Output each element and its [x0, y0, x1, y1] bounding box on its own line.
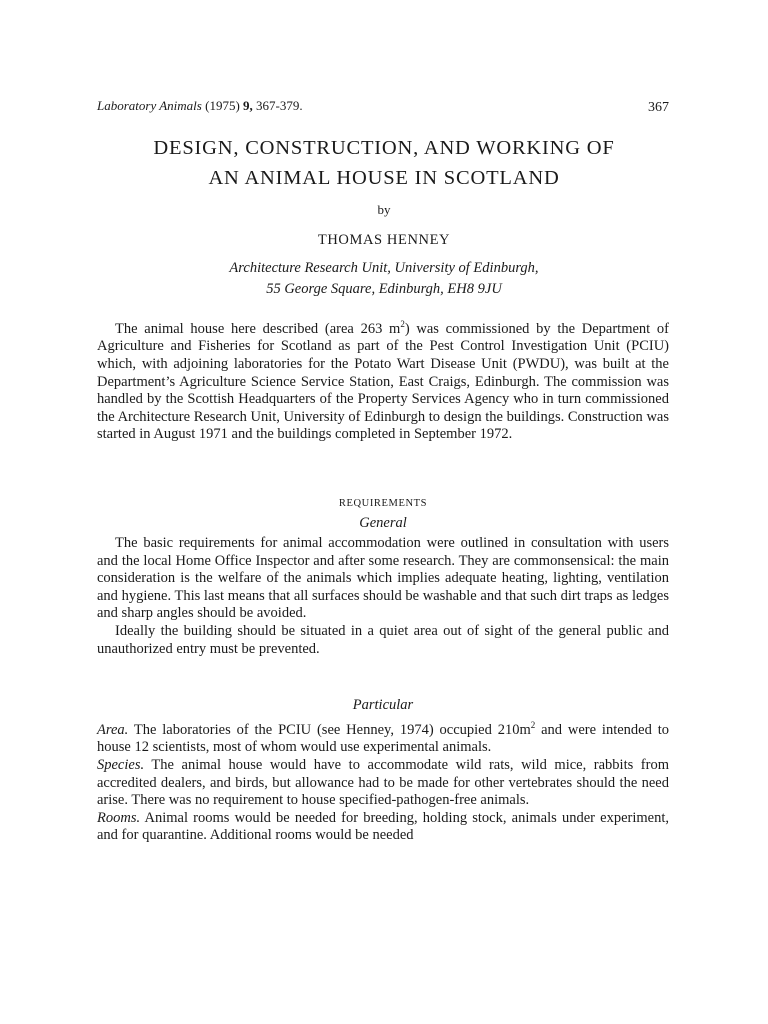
species-term: Species. — [97, 757, 145, 774]
intro-section — [97, 316, 669, 444]
area-text-rest: and were intended to house 12 scientists, most of whom would use experimental animals. — [97, 721, 669, 756]
intro-superscript: 2 — [400, 319, 405, 329]
affiliation-line-1: Architecture Research Unit, University of Edinburgh, — [229, 260, 539, 276]
affiliation-line-2: 55 George Square, Edinburgh, EH8 9JU — [266, 281, 502, 297]
intro-paragraph — [97, 316, 669, 444]
title-line-1: DESIGN, CONSTRUCTION, AND WORKING OF — [153, 137, 615, 159]
journal-name: Laboratory Animals — [97, 98, 202, 113]
requirements-section — [97, 497, 669, 658]
particular-section — [97, 697, 669, 845]
general-subheading: General — [359, 515, 407, 531]
general-paragraph-2: Ideally the building should be situated in a quiet area out of sight of the general public and unauthorized entry must be prevented. — [97, 622, 669, 657]
particular-subheading: Particular — [352, 697, 414, 713]
title-line-2: AN ANIMAL HOUSE IN SCOTLAND — [208, 167, 560, 189]
intro-text-rest: ) was commissioned by the Department of Agriculture and Fisheries for Scotland as part of the Pest Control Investigation Unit (PCIU) which, with adjoining laboratories for the Potato Wart Disease Unit (PWDU), was built at the Department’s Agriculture Science Service Station, East Craigs, Edinburgh. The commission was handled by the Scottish Headquarters of the Property Services Agency who in turn commissioned the Architecture Research Unit, University of Edinburgh to design the buildings. Construction was started in August 1971 and the buildings completed in September 1972. — [97, 320, 669, 443]
area-superscript: 2 — [530, 720, 536, 730]
species-paragraph — [97, 757, 669, 810]
running-head — [97, 98, 669, 114]
article-title — [60, 133, 708, 193]
byline: by — [377, 202, 391, 217]
rooms-term: Rooms. — [97, 809, 141, 826]
journal-volume: 9, — [243, 98, 253, 113]
area-paragraph — [97, 717, 669, 757]
requirements-heading: REQUIREMENTS — [338, 498, 428, 509]
intro-text-start: The animal house here described (area 263 m — [115, 320, 401, 337]
author-affiliation — [60, 258, 708, 300]
page-number: 367 — [648, 100, 669, 115]
area-text-start: The laboratories of the PCIU (see Henney, 1974) occupied 210m — [128, 721, 531, 738]
journal-year: (1975) — [205, 98, 240, 113]
journal-pages: 367-379. — [256, 98, 303, 113]
species-text: The animal house would have to accommodate wild rats, wild mice, rabbits from accredited dealers, and birds, but allowance had to be made for other vertebrates should the need arise. There was no requirement to house specified-pathogen-free animals. — [97, 757, 669, 809]
rooms-paragraph — [97, 810, 669, 845]
area-term: Area. — [97, 721, 129, 738]
rooms-text: Animal rooms would be needed for breeding, holding stock, animals under experiment, and for quarantine. Additional rooms would be needed — [97, 809, 669, 844]
general-paragraph-1: The basic requirements for animal accommodation were outlined in consultation with users and the local Home Office Inspector and after some research. They are commonsensical: the main consideration is the welfare of the animals which implies adequate heating, lighting, ventilation and hygiene. This last means that all surfaces should be washable and that such dirt traps as ledges and sharp angles should be avoided. — [97, 535, 669, 622]
author-name: THOMAS HENNEY — [317, 232, 451, 248]
